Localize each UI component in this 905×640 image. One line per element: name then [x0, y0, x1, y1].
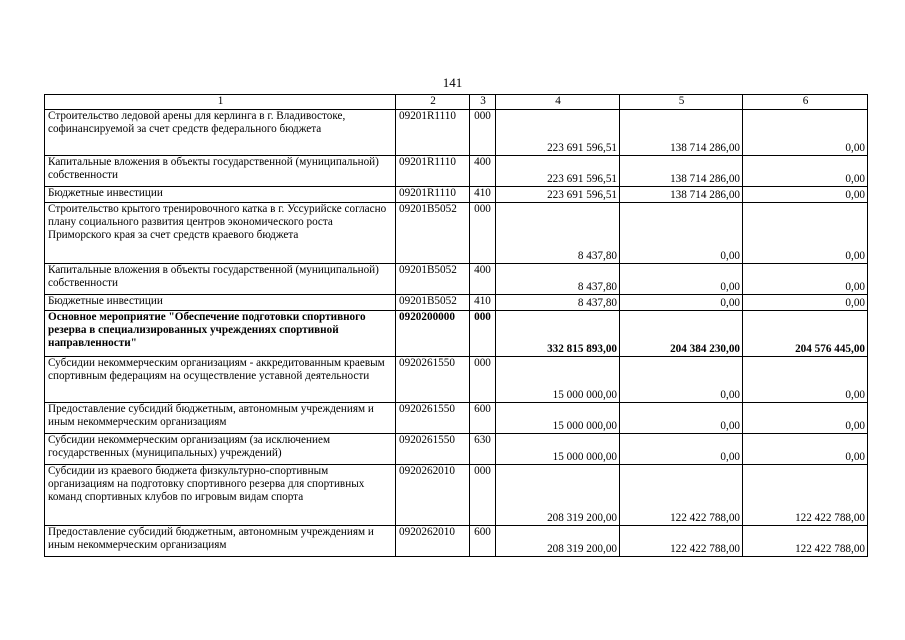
row-code-cell: 0920261550: [396, 403, 470, 434]
table-row: [45, 526, 868, 557]
row-value-col4: 15 000 000,00: [496, 357, 620, 403]
row-value-col6: 0,00: [743, 156, 868, 187]
row-code-cell: 0920200000: [396, 311, 470, 357]
row-value-col5: 0,00: [620, 295, 743, 311]
row-code-cell: 09201R1110: [396, 156, 470, 187]
row-value-col5: 204 384 230,00: [620, 311, 743, 357]
budget-table: [44, 94, 868, 557]
row-value-col6: 0,00: [743, 110, 868, 156]
table-row: [45, 357, 868, 403]
row-code-cell: 0920261550: [396, 357, 470, 403]
row-value-col4: 208 319 200,00: [496, 465, 620, 526]
column-header: 4: [496, 95, 620, 110]
row-value-col4: 15 000 000,00: [496, 403, 620, 434]
row-name-cell: Строительство ледовой арены для керлинга в г. Владивостоке, софинансируемой за счет средств федерального бюджета: [45, 110, 396, 156]
row-value-col5: 0,00: [620, 434, 743, 465]
row-value-col4: 223 691 596,51: [496, 156, 620, 187]
row-value-col6: 122 422 788,00: [743, 465, 868, 526]
row-type-cell: 000: [470, 110, 496, 156]
row-code-cell: 0920262010: [396, 526, 470, 557]
column-header: 6: [743, 95, 868, 110]
column-header: 5: [620, 95, 743, 110]
table-row: [45, 203, 868, 264]
row-code-cell: 0920262010: [396, 465, 470, 526]
row-value-col6: 0,00: [743, 264, 868, 295]
row-type-cell: 630: [470, 434, 496, 465]
row-name-cell: Бюджетные инвестиции: [45, 187, 396, 203]
row-value-col5: 0,00: [620, 203, 743, 264]
table-row: [45, 264, 868, 295]
table-row: [45, 187, 868, 203]
row-value-col5: 122 422 788,00: [620, 526, 743, 557]
row-type-cell: 000: [470, 203, 496, 264]
row-type-cell: 600: [470, 526, 496, 557]
row-value-col6: 0,00: [743, 434, 868, 465]
row-name-cell: Предоставление субсидий бюджетным, автономным учреждениям и иным некоммерческим организациям: [45, 403, 396, 434]
row-value-col5: 0,00: [620, 357, 743, 403]
row-value-col6: 0,00: [743, 403, 868, 434]
row-type-cell: 400: [470, 156, 496, 187]
row-value-col4: 8 437,80: [496, 264, 620, 295]
row-type-cell: 410: [470, 187, 496, 203]
table-body: [45, 95, 868, 557]
row-value-col5: 138 714 286,00: [620, 187, 743, 203]
row-value-col4: 8 437,80: [496, 203, 620, 264]
row-name-cell: Субсидии некоммерческим организациям (за исключением государственных (муниципальных) учреждений): [45, 434, 396, 465]
header-row: [45, 95, 868, 110]
row-value-col4: 332 815 893,00: [496, 311, 620, 357]
table-row: [45, 434, 868, 465]
row-type-cell: 400: [470, 264, 496, 295]
row-name-cell: Субсидии из краевого бюджета физкультурно-спортивным организациям на подготовку спортивного резерва для спортивных команд спортивных клубов по игровым видам спорта: [45, 465, 396, 526]
row-name-cell: Субсидии некоммерческим организациям - аккредитованным краевым спортивным федерациям на осуществление уставной деятельности: [45, 357, 396, 403]
row-type-cell: 000: [470, 311, 496, 357]
row-value-col6: 0,00: [743, 295, 868, 311]
row-value-col6: 0,00: [743, 203, 868, 264]
column-header: 3: [470, 95, 496, 110]
row-type-cell: 000: [470, 357, 496, 403]
row-value-col6: 0,00: [743, 357, 868, 403]
row-value-col6: 0,00: [743, 187, 868, 203]
row-name-cell: Капитальные вложения в объекты государственной (муниципальной) собственности: [45, 264, 396, 295]
row-type-cell: 600: [470, 403, 496, 434]
row-value-col5: 122 422 788,00: [620, 465, 743, 526]
row-value-col5: 138 714 286,00: [620, 110, 743, 156]
row-value-col6: 204 576 445,00: [743, 311, 868, 357]
row-name-cell: Бюджетные инвестиции: [45, 295, 396, 311]
row-name-cell: Капитальные вложения в объекты государственной (муниципальной) собственности: [45, 156, 396, 187]
row-value-col5: 0,00: [620, 264, 743, 295]
column-header: 2: [396, 95, 470, 110]
page-number: 141: [442, 75, 463, 90]
row-code-cell: 09201R1110: [396, 187, 470, 203]
row-value-col4: 15 000 000,00: [496, 434, 620, 465]
row-type-cell: 410: [470, 295, 496, 311]
table-row: [45, 465, 868, 526]
row-code-cell: 09201R1110: [396, 110, 470, 156]
row-type-cell: 000: [470, 465, 496, 526]
row-name-cell: Основное мероприятие "Обеспечение подготовки спортивного резерва в специализированных учреждениях спортивной направленности": [45, 311, 396, 357]
row-code-cell: 0920261550: [396, 434, 470, 465]
row-name-cell: Строительство крытого тренировочного катка в г. Уссурийске согласно плану социального развития центров экономического роста Приморского края за счет средств краевого бюджета: [45, 203, 396, 264]
column-header: 1: [45, 95, 396, 110]
table-row: [45, 311, 868, 357]
table-row: [45, 110, 868, 156]
row-value-col4: 223 691 596,51: [496, 187, 620, 203]
row-value-col4: 8 437,80: [496, 295, 620, 311]
table-row: [45, 295, 868, 311]
row-value-col5: 138 714 286,00: [620, 156, 743, 187]
row-value-col6: 122 422 788,00: [743, 526, 868, 557]
row-name-cell: Предоставление субсидий бюджетным, автономным учреждениям и иным некоммерческим организациям: [45, 526, 396, 557]
row-value-col5: 0,00: [620, 403, 743, 434]
row-code-cell: 09201B5052: [396, 264, 470, 295]
row-code-cell: 09201B5052: [396, 203, 470, 264]
row-code-cell: 09201B5052: [396, 295, 470, 311]
row-value-col4: 208 319 200,00: [496, 526, 620, 557]
row-value-col4: 223 691 596,51: [496, 110, 620, 156]
table-row: [45, 403, 868, 434]
table-row: [45, 156, 868, 187]
